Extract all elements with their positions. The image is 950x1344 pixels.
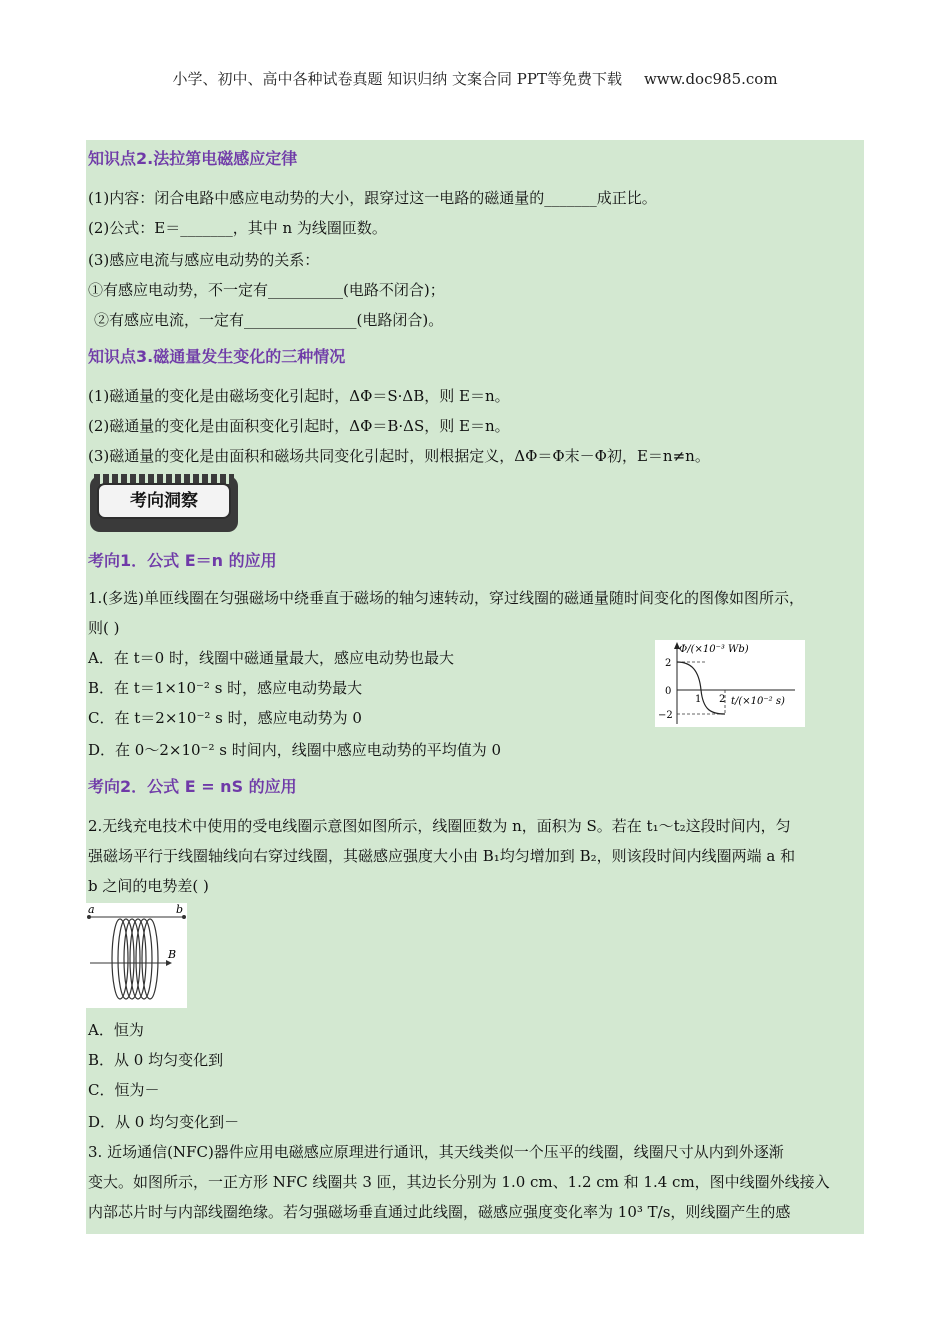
header-text: 小学、初中、高中各种试卷真题 知识归纳 文案合同 PPT等免费下载 xyxy=(172,70,622,88)
kp2-title: 知识点2.法拉第电磁感应定律 xyxy=(88,149,298,168)
q3-line-3: 内部芯片时与内部线圈绝缘。若匀强磁场垂直通过此线圈，磁感应强度变化率为 10³ T/s，则线圈产生的感 xyxy=(88,1203,791,1221)
q1-line-1: 1.(多选)单匝线圈在匀强磁场中绕垂直于磁场的轴匀速转动，穿过线圈的磁通量随时间变化的图像如图所示， xyxy=(88,589,805,607)
flux-graph-svg xyxy=(655,640,805,727)
graph-curve xyxy=(677,662,725,714)
badge-label: 考向洞察 xyxy=(97,483,231,519)
q3-line-1: 3. 近场通信(NFC)器件应用电磁感应原理进行通讯，其天线类似一个压平的线圈，线圈尺寸从内到外逐渐 xyxy=(88,1143,784,1161)
coil-diagram xyxy=(86,903,187,1008)
dir1-title: 考向1．公式 E＝n 的应用 xyxy=(88,551,277,570)
kp3-line-1: (1)磁通量的变化是由磁场变化引起时，ΔΦ＝S·ΔB，则 E＝n。 xyxy=(88,387,510,405)
kp3-line-3: (3)磁通量的变化是由面积和磁场共同变化引起时，则根据定义，ΔΦ＝Φ末－Φ初，E＝n≠n。 xyxy=(88,447,710,465)
q2-option-d: D．从 0 均匀变化到－ xyxy=(88,1113,240,1131)
graph-x-label: t/(×10⁻² s) xyxy=(731,696,785,707)
q2-option-b: B．从 0 均匀变化到 xyxy=(88,1051,224,1069)
graph-y-label: Φ/(×10⁻³ Wb) xyxy=(679,644,749,655)
q2-line-3: b 之间的电势差( ) xyxy=(88,877,209,895)
kp2-line-3: (3)感应电流与感应电动势的关系： xyxy=(88,251,320,269)
q1-option-d: D．在 0～2×10⁻² s 时间内，线圈中感应电动势的平均值为 0 xyxy=(88,741,502,759)
q2-line-1: 2.无线充电技术中使用的受电线圈示意图如图所示，线圈匝数为 n，面积为 S。若在 t₁～t₂这段时间内，匀 xyxy=(88,817,791,835)
kp2-line-5: ②有感应电流，一定有_______________(电路闭合)。 xyxy=(94,311,444,329)
q1-line-2: 则( ) xyxy=(88,619,120,637)
kp2-line-2: (2)公式：E＝_______，其中 n 为线圈匝数。 xyxy=(88,219,387,237)
graph-y-top: 2 xyxy=(665,658,672,669)
kp2-line-1: (1)内容：闭合电路中感应电动势的大小，跟穿过这一电路的磁通量的_______成正比。 xyxy=(88,189,657,207)
dir2-title: 考向2．公式 E = nS 的应用 xyxy=(88,777,297,796)
graph-x-1: 1 xyxy=(695,694,702,705)
kp2-line-4: ①有感应电动势，不一定有__________(电路不闭合)； xyxy=(88,281,445,299)
page-header xyxy=(0,68,950,89)
flux-time-graph xyxy=(655,640,805,727)
header-site[interactable]: www.doc985.com xyxy=(643,70,778,88)
q1-option-b: B．在 t＝1×10⁻² s 时，感应电动势最大 xyxy=(88,679,363,697)
q2-option-c: C．恒为－ xyxy=(88,1081,160,1099)
coil-svg xyxy=(86,903,187,1008)
q2-line-2: 强磁场平行于线圈轴线向右穿过线圈，其磁感应强度大小由 B₁均匀增加到 B₂，则该段时间内线圈两端 a 和 xyxy=(88,847,796,865)
q1-option-a: A．在 t＝0 时，线圈中磁通量最大，感应电动势也最大 xyxy=(88,649,454,667)
kp3-title: 知识点3.磁通量发生变化的三种情况 xyxy=(88,347,346,366)
q3-line-2: 变大。如图所示，一正方形 NFC 线圈共 3 匝，其边长分别为 1.0 cm、1.2 cm 和 1.4 cm，图中线圈外线接入 xyxy=(88,1173,830,1191)
graph-y-zero: 0 xyxy=(665,686,672,697)
graph-y-bottom: −2 xyxy=(658,710,673,721)
terminal-b-label: b xyxy=(176,903,184,916)
q1-option-c: C．在 t＝2×10⁻² s 时，感应电动势为 0 xyxy=(88,709,362,727)
q2-option-a: A．恒为 xyxy=(88,1021,144,1039)
terminal-a-label: a xyxy=(88,903,95,916)
kp3-line-2: (2)磁通量的变化是由面积变化引起时，ΔΦ＝B·ΔS，则 E＝n。 xyxy=(88,417,510,435)
field-label: B xyxy=(168,948,177,961)
graph-x-2: 2 xyxy=(719,694,726,705)
section-badge xyxy=(90,476,238,532)
coil-turns xyxy=(112,919,158,999)
